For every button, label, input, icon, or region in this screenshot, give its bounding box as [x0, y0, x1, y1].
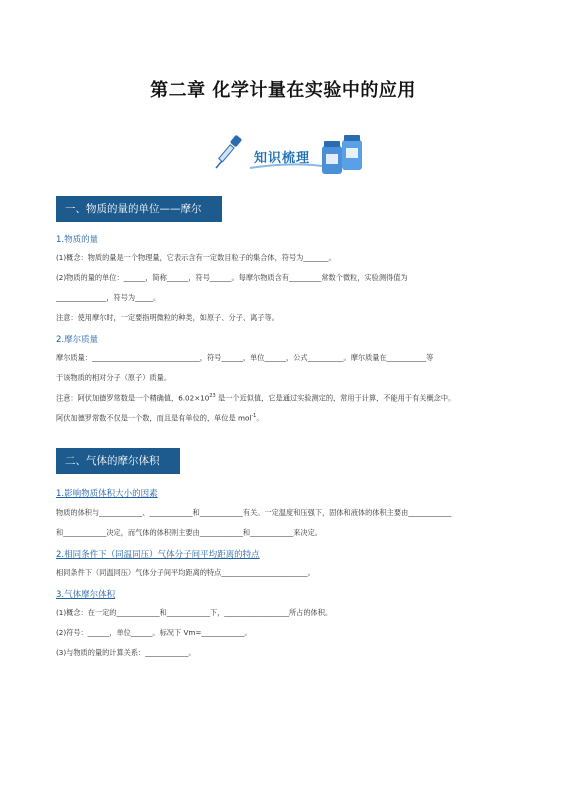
text-line: 相同条件下（同温同压）气体分子间平均距离的特点________________________。 — [56, 568, 315, 577]
text-line: (2)符号：______，单位______。标况下 Vm=____________。 — [56, 628, 252, 637]
text-line: 摩尔质量：______________________________，符号______，单位______，公式__________。摩尔质量在___________等 — [56, 353, 434, 362]
page-title: 第二章 化学计量在实验中的应用 — [150, 80, 416, 101]
text-line: (1)概念：物质的量是一个物理量，它表示含有一定数目粒子的集合体，符号为_______。 — [56, 253, 336, 262]
subheading-2-3: 3.气体摩尔体积 — [56, 590, 116, 600]
text-line: 于该物质的相对分子（原子）质量。 — [56, 373, 172, 382]
text-line: 物质的体积与____________、____________和____________有关。一定温度和压强下，固体和液体的体积主要由____________ — [56, 508, 452, 517]
subheading-1-1: 1.物质的量 — [56, 235, 99, 245]
text-line: 阿伏加德罗常数不仅是一个数，而且是有单位的，单位是 mol$^{-1}$。 — [56, 413, 264, 423]
text-line: 和____________决定，而气体的体积则主要由____________和____________来决定。 — [56, 528, 322, 537]
knowledge-banner — [210, 132, 370, 182]
text-line: ______________，符号为_____。 — [56, 293, 161, 302]
subheading-2-2: 2.相同条件下（同温同压）气体分子间平均距离的特点 — [56, 550, 260, 560]
text-line: 注意：使用摩尔时，一定要指明微粒的种类，如原子、分子、离子等。 — [56, 313, 279, 322]
text-line: (3)与物质的量的计算关系：____________。 — [56, 648, 196, 657]
banner-label: 知识梳理 — [254, 151, 311, 166]
section-heading-2: 二、气体的摩尔体积 — [56, 448, 180, 474]
text-line: 注意：阿伏加德罗常数是一个精确值，$6.02\times 10^{23}$ 是一个近似值，它是通过实验测定的，常用于计算，不能用于有关概念中。 — [56, 393, 456, 403]
text-line: (1)概念：在一定的____________和____________下，__________________所占的体积。 — [56, 608, 333, 617]
subheading-1-2: 2.摩尔质量 — [56, 335, 99, 345]
text-line: (2)物质的量的单位：______，简称______，符号______。每摩尔物质含有_________常数个微粒，实验测得值为 — [56, 273, 408, 282]
section-heading-1: 一、物质的量的单位——摩尔 — [56, 196, 222, 222]
subheading-2-1: 1.影响物质体积大小的因素 — [56, 489, 158, 499]
